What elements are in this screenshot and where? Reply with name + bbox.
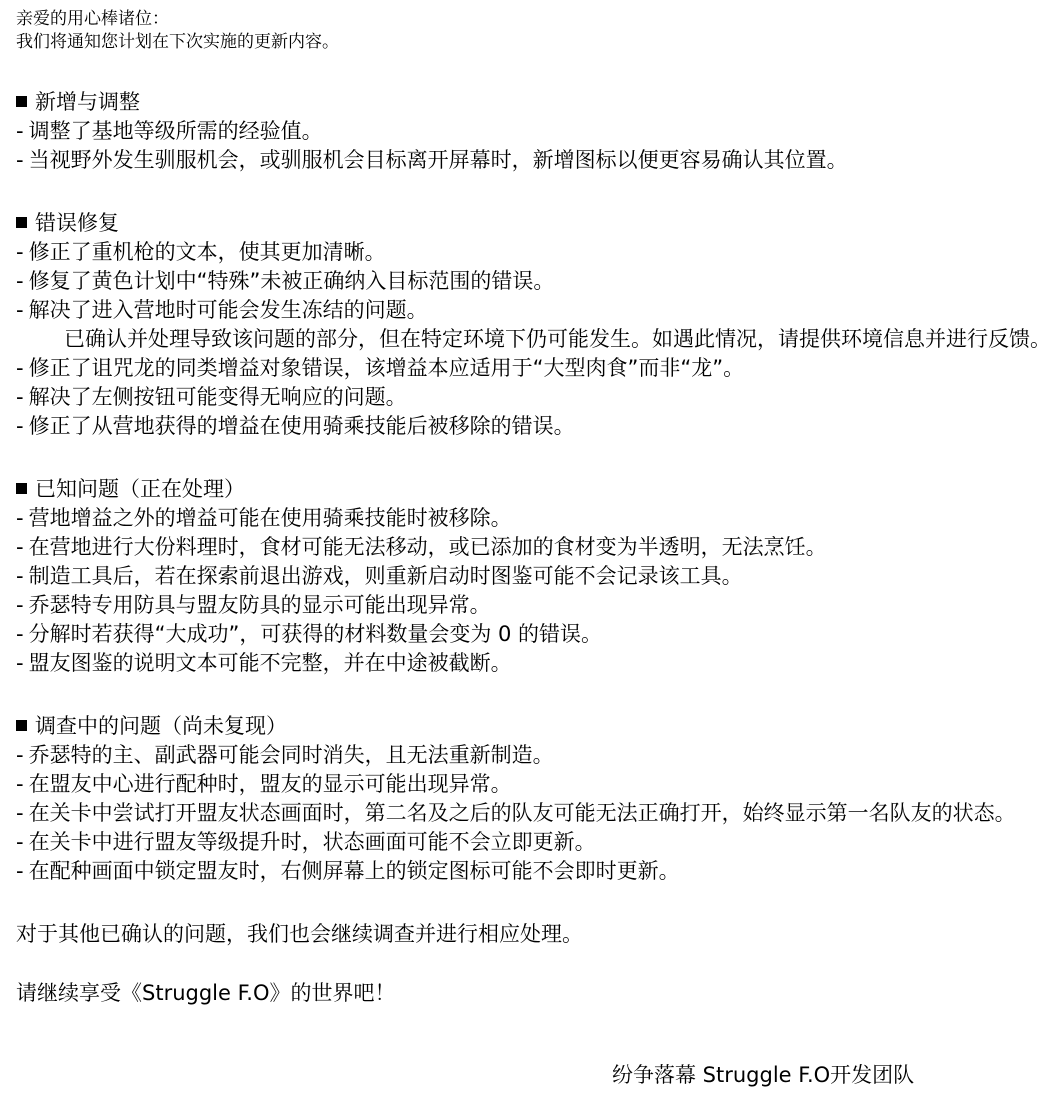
greeting-salutation: 亲爱的用心棒诸位： xyxy=(16,9,169,29)
list-item: - 在关卡中尝试打开盟友状态画面时，第二名及之后的队友可能无法正确打开，始终显示第一名队友的状态。 xyxy=(16,801,1016,825)
list-item: - 修复了黄色计划中“特殊”未被正确纳入目标范围的错误。 xyxy=(16,269,555,293)
closing-farewell: 请继续享受《Struggle F.O》的世界吧！ xyxy=(16,981,396,1005)
list-item: - 在盟友中心进行配种时，盟友的显示可能出现异常。 xyxy=(16,772,512,796)
list-item: - 修正了从营地获得的增益在使用骑乘技能后被移除的错误。 xyxy=(16,414,575,438)
greeting-intro: 我们将通知您计划在下次实施的更新内容。 xyxy=(16,32,339,52)
section-bug-fixes xyxy=(16,209,1052,441)
list-item: - 修正了重机枪的文本，使其更加清晰。 xyxy=(16,240,386,264)
list-item: - 盟友图鉴的说明文本可能不完整，并在中途被截断。 xyxy=(16,651,512,675)
list-item: - 当视野外发生驯服机会，或驯服机会目标离开屏幕时，新增图标以便更容易确认其位置。 xyxy=(16,148,848,172)
signature: 纷争落幕 Struggle F.O开发团队 xyxy=(612,1063,915,1087)
list-item: - 解决了进入营地时可能会发生冻结的问题。 xyxy=(16,298,428,322)
section-title: 错误修复 xyxy=(16,209,1052,238)
section-additions xyxy=(16,88,1052,175)
section-title: 已知问题（正在处理） xyxy=(16,475,1052,504)
list-item: - 分解时若获得“大成功”，可获得的材料数量会变为 0 的错误。 xyxy=(16,622,603,646)
announcement-document xyxy=(16,0,1052,1008)
closing-statement: 对于其他已确认的问题，我们也会继续调查并进行相应处理。 xyxy=(16,922,583,946)
square-bullet-icon xyxy=(16,483,27,494)
list-item: - 营地增益之外的增益可能在使用骑乘技能时被移除。 xyxy=(16,506,512,530)
list-item: - 修正了诅咒龙的同类增益对象错误，该增益本应适用于“大型肉食”而非“龙”。 xyxy=(16,356,745,380)
list-item: - 调整了基地等级所需的经验值。 xyxy=(16,119,323,143)
section-title: 新增与调整 xyxy=(16,88,1052,117)
section-under-investigation xyxy=(16,712,1052,886)
list-item: - 在配种画面中锁定盟友时，右侧屏幕上的锁定图标可能不会即时更新。 xyxy=(16,859,680,883)
list-item: - 乔瑟特的主、副武器可能会同时消失，且无法重新制造。 xyxy=(16,743,554,767)
section-title: 调查中的问题（尚未复现） xyxy=(16,712,1052,741)
list-item: - 在关卡中进行盟友等级提升时，状态画面可能不会立即更新。 xyxy=(16,830,596,854)
square-bullet-icon xyxy=(16,720,27,731)
list-item: - 在营地进行大份料理时，食材可能无法移动，或已添加的食材变为半透明，无法烹饪。 xyxy=(16,535,827,559)
square-bullet-icon xyxy=(16,217,27,228)
item-note: 已确认并处理导致该问题的部分，但在特定环境下仍可能发生。如遇此情况，请提供环境信息并进行反馈。 xyxy=(64,327,1051,351)
greeting xyxy=(16,0,1052,54)
section-known-issues xyxy=(16,475,1052,678)
square-bullet-icon xyxy=(16,96,27,107)
list-item: - 乔瑟特专用防具与盟友防具的显示可能出现异常。 xyxy=(16,593,491,617)
list-item: - 解决了左侧按钮可能变得无响应的问题。 xyxy=(16,385,407,409)
list-item: - 制造工具后，若在探索前退出游戏，则重新启动时图鉴可能不会记录该工具。 xyxy=(16,564,743,588)
